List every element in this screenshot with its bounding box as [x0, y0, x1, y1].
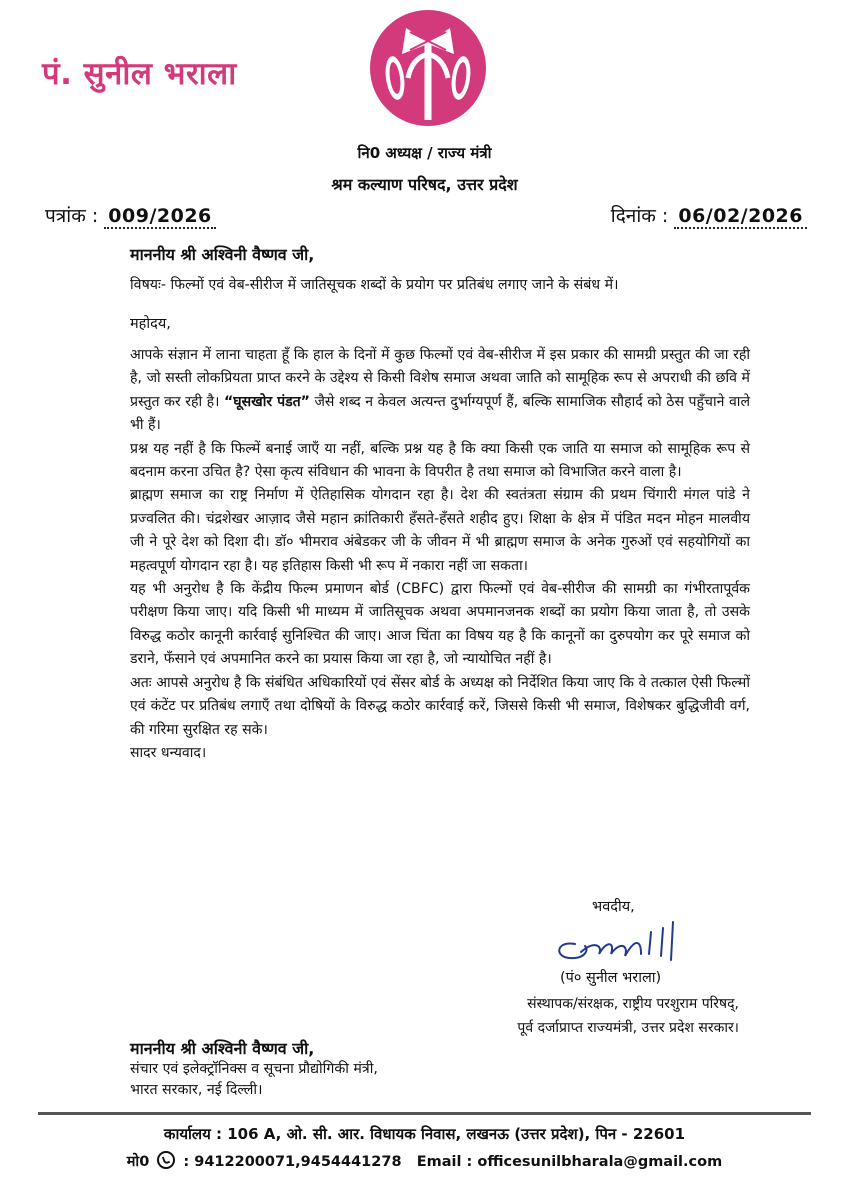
office-address: कार्यालय : 106 A, ओ. सी. आर. विधायक निवास, लखनऊ (उत्तर प्रदेश), पिन - 22601: [163, 1125, 686, 1143]
contact-line: [0, 1151, 849, 1171]
paragraph-2: प्रश्न यह नहीं है कि फिल्में बनाई जाएँ या नहीं, बल्कि प्रश्न यह है कि क्या किसी एक जाति या समाज को सामूहिक रूप से बदनाम करना उचित है? ऐसा कृत्य संविधान की भावना के विपरीत है तथा समाज को विभाजित करने वाला है।: [130, 440, 750, 481]
patrank-label: पत्रांक :: [45, 205, 99, 227]
dinank-value: 06/02/2026: [674, 205, 807, 229]
patrank-value: 009/2026: [104, 205, 215, 229]
designation-line-2: श्रम कल्याण परिषद, उत्तर प्रदेश: [331, 175, 518, 194]
addressee-block: [130, 1038, 378, 1101]
addressee-name: माननीय श्री अश्विनी वैष्णव जी,: [130, 1039, 315, 1058]
paragraph-4: यह भी अनुरोध है कि केंद्रीय फिल्म प्रमाणन बोर्ड (CBFC) द्वारा फिल्मों एवं वेब-सीरीज की सामग्री का गंभीरतापूर्वक परीक्षण किया जाए। यदि किसी भी माध्यम में जातिसूचक अथवा अपमानजनक शब्दों का प्रयोग किया जाता है, तो उसके विरुद्ध कठोर कानूनी कार्रवाई सुनिश्चित की जाए। आज चिंता का विषय यह है कि कानूनों का दुरुपयोग कर पूरे समाज को डराने, फँसाने एवं अपमानित करने का प्रयास किया जा रहा है, जो न्यायोचित नहीं है।: [130, 581, 750, 668]
paragraph-6: सादर धन्यवाद।: [130, 744, 207, 761]
reference-number: [45, 202, 216, 228]
subject-line: विषयः- फिल्मों एवं वेब-सीरीज में जातिसूचक शब्दों के प्रयोग पर प्रतिबंध लगाए जाने के संबंध में।: [130, 277, 619, 293]
addressee-ministry: संचार एवं इलेक्ट्रॉनिक्स व सूचना प्रौद्योगिकी मंत्री,: [130, 1061, 378, 1077]
signatory-name: (पं० सुनील भराला): [560, 970, 662, 986]
paragraph-3: ब्राह्मण समाज का राष्ट्र निर्माण में ऐतिहासिक योगदान रहा है। देश की स्वतंत्रता संग्राम की प्रथम चिंगारी मंगल पांडे ने प्रज्वलित की। चंद्रशेखर आज़ाद जैसे महान क्रांतिकारी हँसते-हँसते शहीद हुए। शिक्षा के क्षेत्र में पंडित मदन मोहन मालवीय जी ने पूरे देश को दिशा दी। डॉ० भीमराव अंबेडकर जी के जीवन में भी ब्राह्मण समाज के अनेक गुरुओं एवं सहयोगियों का महत्वपूर्ण योगदान रहा है। यह इतिहास किसी भी रूप में नकारा नहीं जा सकता।: [130, 487, 750, 574]
party-logo: [368, 8, 488, 128]
signatory-designation-2: पूर्व दर्जाप्राप्त राज्यमंत्री, उत्तर प्रदेश सरकार।: [517, 1020, 739, 1036]
mobile-numbers: : 9412200071,9454441278: [183, 1154, 402, 1170]
letter-body: [130, 344, 750, 765]
paragraph-1: आपके संज्ञान में लाना चाहता हूँ कि हाल के दिनों में कुछ फिल्मों एवं वेब-सीरीज में इस प्रकार की सामग्री प्रस्तुत की जा रही है, जो सस्ती लोकप्रियता प्राप्त करने के उद्देश्य से किसी विशेष समाज अथवा जाति को सामूहिक रूप से अपराधी की छवि में प्रस्तुत कर रही है। “घूसखोर पंडत” जैसे शब्द न केवल अत्यन्त दुर्भाग्यपूर्ण हैं, बल्कि सामाजिक सौहार्द को ठेस पहुँचाने वाले भी हैं।: [130, 347, 751, 434]
salutation: माननीय श्री अश्विनी वैष्णव जी,: [130, 245, 315, 264]
greeting: महोदय,: [130, 316, 171, 332]
reference-date: [611, 202, 807, 228]
whatsapp-icon: [157, 1151, 175, 1169]
closing: भवदीय,: [592, 899, 635, 915]
email-address: : officesunilbharala@gmail.com: [466, 1154, 723, 1170]
signatory-designation-1: संस्थापक/संरक्षक, राष्ट्रीय परशुराम परिषद्,: [527, 996, 739, 1012]
dinank-label: दिनांक :: [610, 205, 669, 227]
signature: [545, 910, 695, 972]
email-label: Email: [416, 1154, 462, 1170]
designation-line-1: नि0 अध्यक्ष / राज्य मंत्री: [357, 144, 492, 162]
paragraph-5: अतः आपसे अनुरोध है कि संबंधित अधिकारियों एवं सेंसर बोर्ड के अध्यक्ष को निर्देशित किया जाए कि वे तत्काल ऐसी फिल्मों एवं कंटेंट पर प्रतिबंध लगाएँ तथा दोषियों के विरुद्ध कठोर कार्रवाई करें, जिससे किसी भी समाज, विशेषकर बुद्धिजीवी वर्ग, की गरिमा सुरक्षित रह सके।: [130, 674, 750, 738]
addressee-location: भारत सरकार, नई दिल्ली।: [130, 1082, 263, 1098]
footer-divider: [38, 1112, 811, 1115]
letterhead-name: पं. सुनील भराला: [42, 56, 237, 92]
highlight-phrase: “घूसखोर पंडत”: [224, 393, 310, 410]
mobile-label: मो0: [126, 1154, 150, 1170]
